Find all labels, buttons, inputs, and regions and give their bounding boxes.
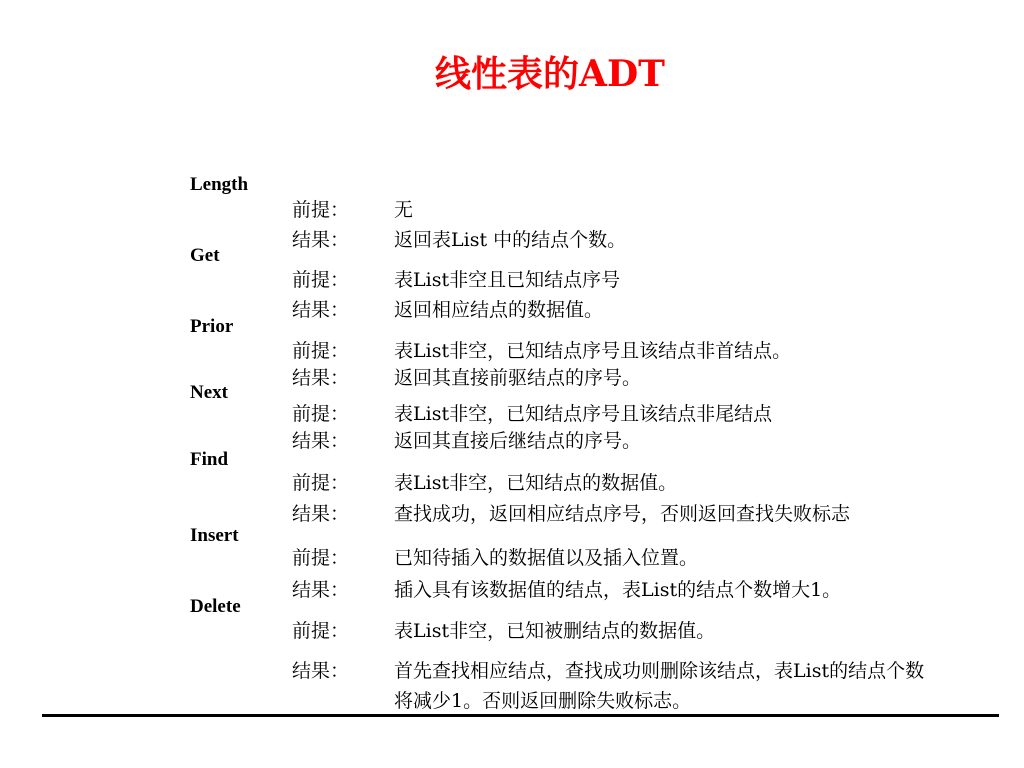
result-text: 返回其直接前驱结点的序号。	[394, 367, 642, 389]
precondition-text: 表List非空，已知结点序号且该结点非首结点。	[394, 340, 792, 362]
precondition-label: 前提：	[292, 547, 350, 569]
operation-name-delete: Delete	[190, 596, 241, 617]
bottom-divider	[42, 714, 999, 717]
precondition-label: 前提：	[292, 472, 350, 494]
precondition-label: 前提：	[292, 199, 350, 221]
result-label: 结果：	[292, 229, 350, 251]
result-text: 查找成功，返回相应结点序号，否则返回查找失败标志	[394, 503, 851, 525]
precondition-text: 已知待插入的数据值以及插入位置。	[394, 547, 699, 569]
operation-name-insert: Insert	[190, 525, 239, 546]
result-label: 结果：	[292, 367, 350, 389]
slide-title: 线性表的ADT	[435, 53, 665, 95]
precondition-text: 表List非空，已知被删结点的数据值。	[394, 620, 716, 642]
result-label: 结果：	[292, 579, 350, 601]
precondition-label: 前提：	[292, 269, 350, 291]
result-label: 结果：	[292, 299, 350, 321]
operation-name-find: Find	[190, 449, 229, 470]
operation-name-length: Length	[190, 174, 249, 195]
operation-name-prior: Prior	[190, 316, 234, 337]
result-label: 结果：	[292, 430, 350, 452]
precondition-label: 前提：	[292, 620, 350, 642]
result-text: 返回其直接后继结点的序号。	[394, 430, 642, 452]
precondition-label: 前提：	[292, 403, 350, 425]
precondition-label: 前提：	[292, 340, 350, 362]
operation-name-next: Next	[190, 382, 228, 403]
precondition-text: 表List非空，已知结点的数据值。	[394, 472, 678, 494]
result-text: 返回表List 中的结点个数。	[394, 229, 627, 251]
result-label: 结果：	[292, 660, 350, 682]
result-text: 返回相应结点的数据值。	[394, 299, 604, 321]
result-text: 插入具有该数据值的结点，表List的结点个数增大1。	[394, 579, 842, 601]
operation-name-get: Get	[190, 245, 220, 266]
result-label: 结果：	[292, 503, 350, 525]
precondition-text: 表List非空且已知结点序号	[394, 269, 621, 291]
precondition-text: 表List非空，已知结点序号且该结点非尾结点	[394, 403, 773, 425]
result-text: 首先查找相应结点，查找成功则删除该结点，表List的结点个数将减少1。否则返回删除失败标志。	[394, 660, 925, 712]
precondition-text: 无	[394, 199, 414, 221]
